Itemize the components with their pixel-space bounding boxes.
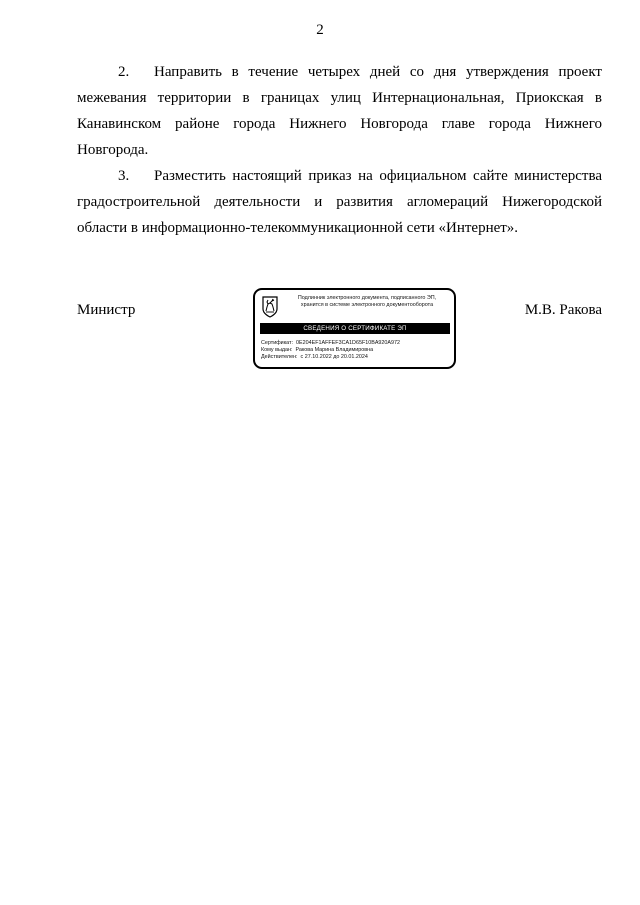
certificate-value: 0E204EF1AFFEF3CA1D65F10BA920A972: [296, 340, 401, 346]
page-number: 2: [316, 22, 324, 38]
paragraph-number: 3.: [118, 168, 130, 184]
certificate-row: [261, 340, 451, 347]
stamp-header-line: хранится в системе электронного документооборота: [300, 302, 434, 308]
electronic-signature-stamp: [253, 288, 456, 369]
certificate-label: Сертификат:: [261, 340, 294, 346]
document-body: [77, 59, 602, 241]
issued-to-row: [261, 347, 451, 354]
coat-of-arms-icon: [262, 296, 278, 318]
signatory-position: Министр: [77, 302, 136, 318]
stamp-header-line: Подлинник электронного документа, подписанного ЭП,: [297, 295, 437, 301]
validity-value: с 27.10.2022 до 20.01.2024: [300, 354, 368, 360]
issued-to-value: Ракова Марина Владимировна: [295, 347, 374, 353]
validity-label: Действителен:: [261, 354, 298, 360]
paragraph-text: Направить в течение четырех дней со дня утверждения проект межевания территории в границах улиц Интернациональная, Приокская в Канавинском районе города Нижнего Новгорода главе города Нижнего Новгорода.: [77, 64, 602, 158]
paragraph-text: Разместить настоящий приказ на официальном сайте министерства градостроительной деятельности и развития агломераций Нижегородской области в информационно-телекоммуникационной сети «Интернет».: [77, 168, 602, 236]
signatory-name: М.В. Ракова: [524, 302, 602, 318]
signature-block: [77, 288, 602, 372]
validity-row: [261, 354, 451, 361]
paragraph-number: 2.: [118, 64, 130, 80]
stamp-header: [281, 295, 453, 309]
paragraph-item-2: [77, 59, 602, 163]
stamp-details: [261, 340, 451, 361]
issued-to-label: Кому выдан:: [261, 347, 293, 353]
stamp-title: СВЕДЕНИЯ О СЕРТИФИКАТЕ ЭП: [260, 323, 450, 334]
paragraph-item-3: [77, 163, 602, 241]
